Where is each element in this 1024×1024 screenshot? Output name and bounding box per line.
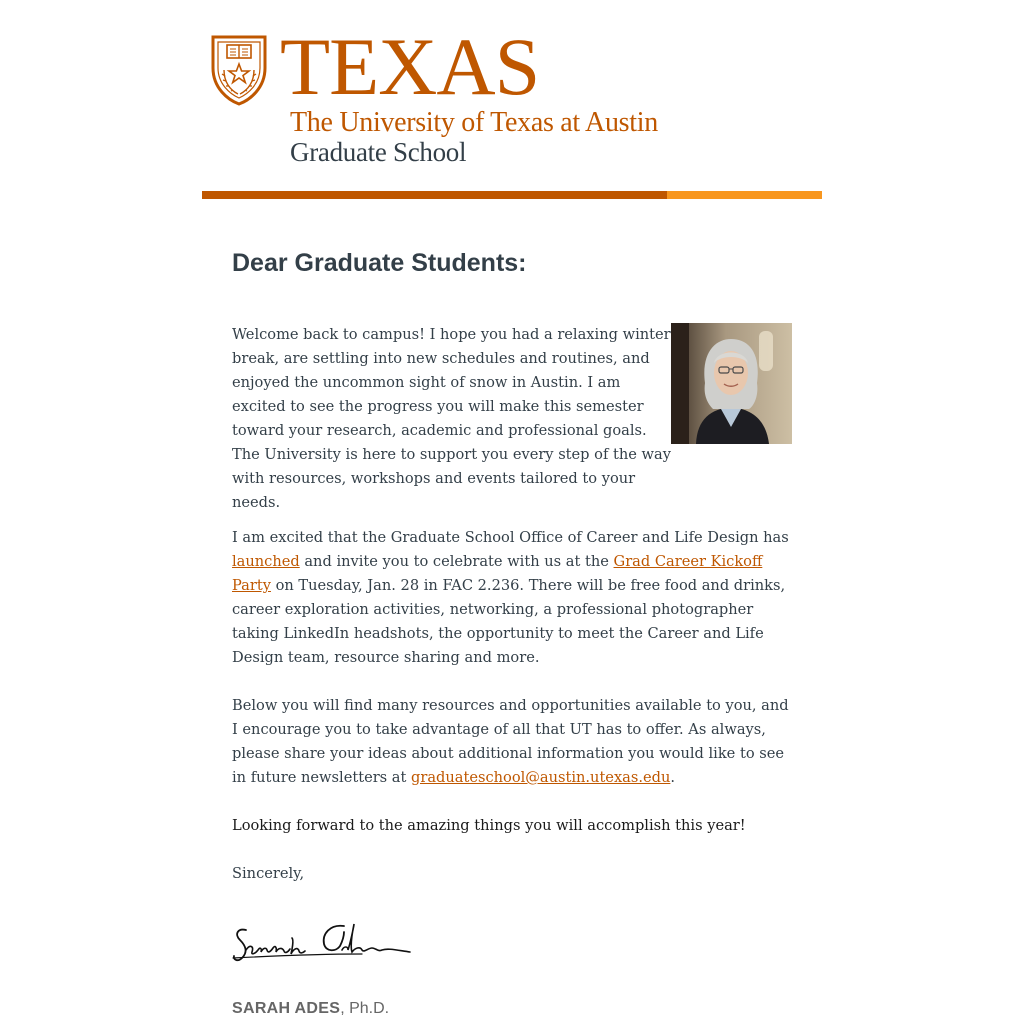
paragraph-career-text-2: and invite you to celebrate with us at the <box>299 553 614 570</box>
university-name: The University of Texas at Austin <box>290 107 658 138</box>
header-divider <box>202 191 822 199</box>
paragraph-career-text-3: on Tuesday, Jan. 28 in FAC 2.236. There will be free food and drinks, career exploration activities, networking, a professional photographer taking LinkedIn headshots, the opportunity to meet the Career and Life Design team, resource sharing and more. <box>232 577 786 666</box>
signer-block <box>232 999 389 1019</box>
signer-name: SARAH ADES <box>232 1000 341 1017</box>
closing: Sincerely, <box>232 865 305 882</box>
kickoff-party-link[interactable]: Grad Career Kickoff Party <box>232 553 763 594</box>
greeting: Dear Graduate Students: <box>232 249 527 277</box>
email-newsletter <box>202 0 822 1024</box>
paragraph-career-text-1: I am excited that the Graduate School Office of Career and Life Design has <box>232 529 789 546</box>
texas-wordmark: TEXAS <box>280 21 540 112</box>
portrait-photo <box>671 323 792 444</box>
launched-link[interactable]: launched <box>232 553 300 570</box>
school-name: Graduate School <box>290 137 467 167</box>
divider-primary <box>202 191 667 199</box>
email-header <box>202 0 822 200</box>
letter-body <box>232 240 792 1017</box>
signature-image <box>232 920 412 964</box>
paragraph-career <box>232 526 794 670</box>
paragraph-welcome: Welcome back to campus! I hope you had a relaxing winter break, are settling into new schedules and routines, and enjoyed the uncommon sight of snow in Austin. I am excited to see the progress you will make this semester toward your research, academic and professional goals. The University is here to support you every step of the way with resources, workshops and events tailored to your needs. <box>232 326 671 511</box>
email-link[interactable]: graduateschool@austin.utexas.edu <box>411 769 671 786</box>
divider-accent <box>667 191 822 199</box>
paragraph-resources <box>232 694 794 790</box>
paragraph-resources-text-2: . <box>670 769 676 786</box>
paragraph-resources-text-1: Below you will find many resources and opportunities available to you, and I encourage you to take advantage of all that UT has to offer. As always, please share your ideas about additional information you would like to see in future newsletters at <box>232 697 789 786</box>
paragraph-closing-line: Looking forward to the amazing things you will accomplish this year! <box>232 817 746 834</box>
ut-shield-icon <box>210 34 268 106</box>
signer-credential: , Ph.D. <box>340 1000 390 1017</box>
